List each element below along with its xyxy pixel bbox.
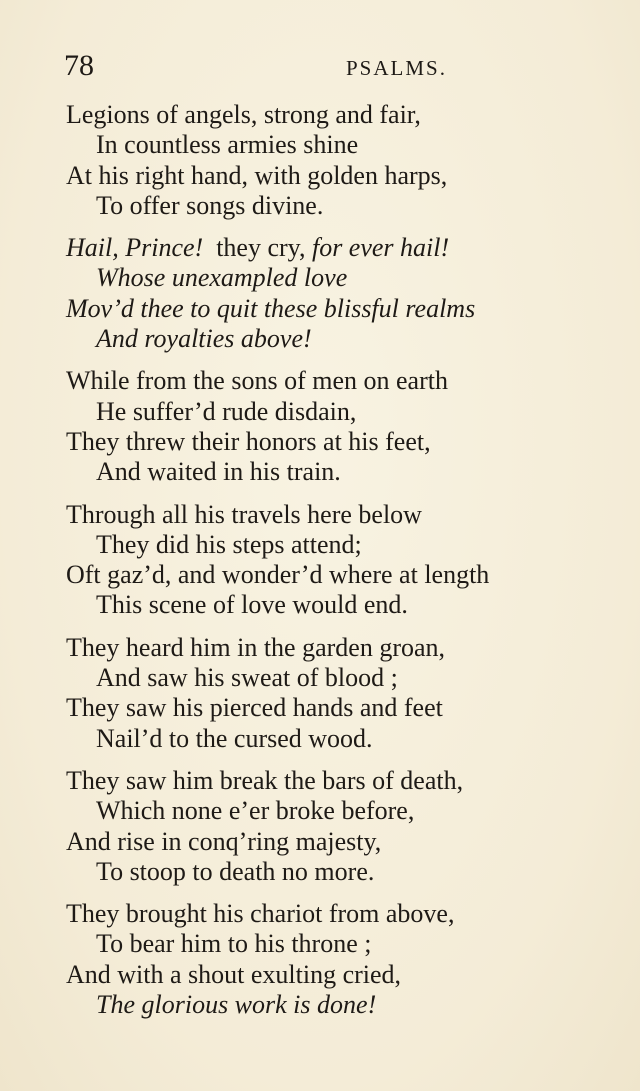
verse-segment: for ever hail! [311,233,450,263]
verse-segment: Hail, Prince! [66,233,204,263]
verse-line: He suffer’d rude disdain, [96,396,357,426]
page-number: 78 [64,49,94,82]
verse-line [0,233,640,263]
verse-line: Legions of angels, strong and fair, [66,100,421,129]
stanza-5 [0,633,640,754]
verse-line: Mov’d thee to quit these blissful realms [66,293,476,323]
verse-line: And waited in his train. [96,457,341,487]
verse-line: They brought his chariot from above, [66,899,455,929]
verse-line: Through all his travels here below [66,499,422,529]
verse-line: Oft gaz’d, and wonder’d where at length [66,560,490,590]
verse-line: To bear him to his throne ; [96,929,372,959]
verse-line: Nail’d to the cursed wood. [96,723,373,753]
verse-line: To offer songs divine. [96,190,324,220]
verse-line: They saw him break the bars of death, [66,765,464,795]
stanza-4 [0,500,640,621]
verse-line: To stoop to death no more. [96,856,375,886]
verse-line: They heard him in the garden groan, [66,632,446,662]
verse-line: They saw his pierced hands and feet [66,693,443,723]
hymn-text [0,100,640,1032]
verse-line: Which none e’er broke before, [96,796,415,826]
stanza-2 [0,233,640,354]
stanza-7 [0,899,640,1020]
stanza-1 [0,100,640,221]
verse-line: They did his steps attend; [96,529,362,559]
verse-line: At his right hand, with golden harps, [66,160,448,190]
verse-line: This scene of love would end. [96,590,408,620]
verse-line: While from the sons of men on earth [66,366,448,396]
verse-line: And with a shout exulting cried, [66,959,402,989]
verse-line: In countless armies shine [96,130,359,160]
verse-line: And saw his sweat of blood ; [96,663,398,693]
stanza-6 [0,766,640,887]
running-head: PSALMS. [346,56,447,80]
verse-line: Whose unexampled love [96,263,348,293]
verse-line: The glorious work is done! [96,990,377,1020]
page-header [64,48,584,84]
verse-segment: they cry, [216,233,306,263]
verse-line: And royalties above! [96,324,312,354]
verse-line: They threw their honors at his feet, [66,426,431,456]
stanza-3 [0,366,640,487]
verse-line: And rise in conq’ring majesty, [66,826,382,856]
